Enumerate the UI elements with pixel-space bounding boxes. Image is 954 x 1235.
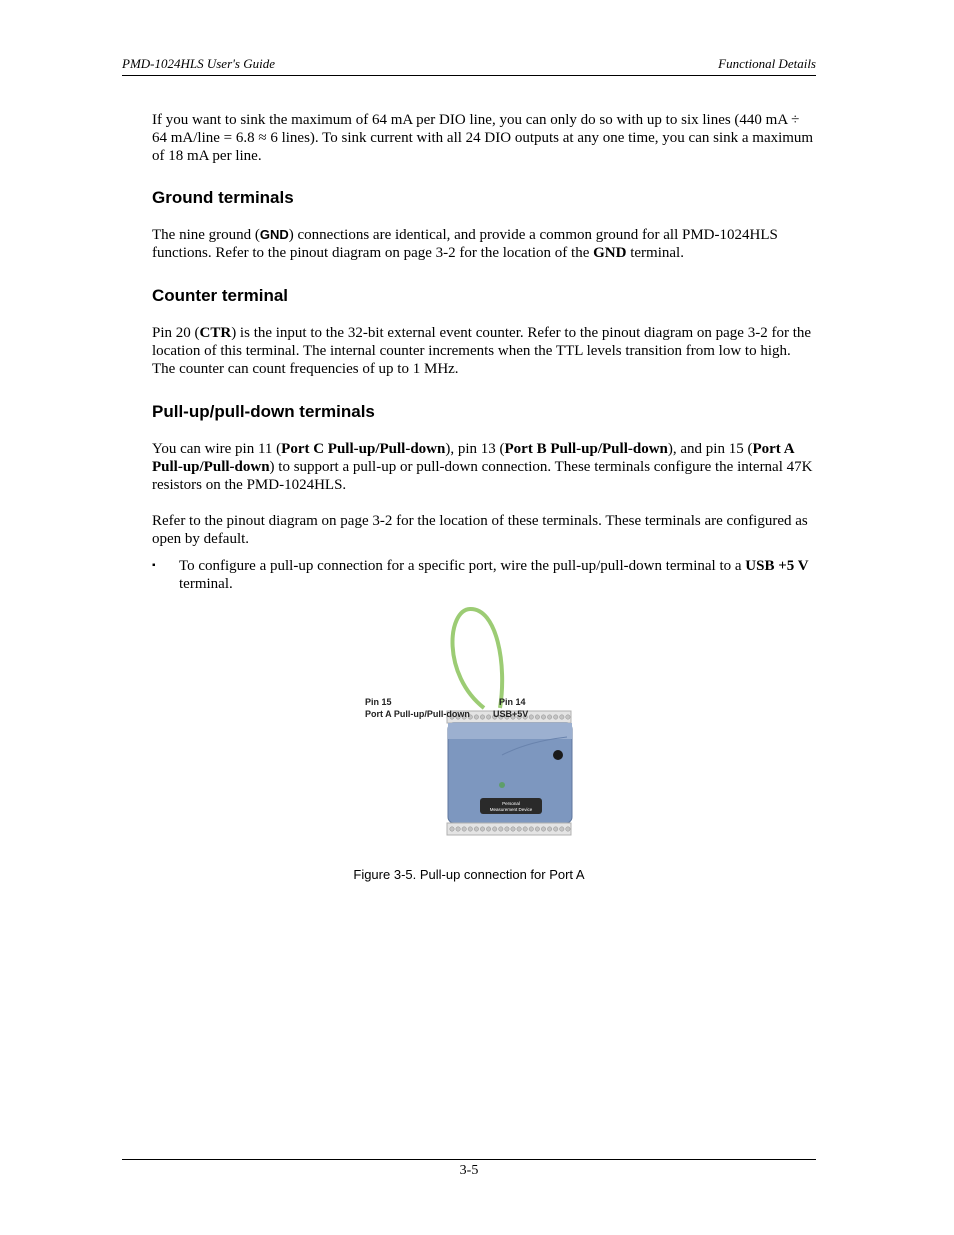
terminal-screw [541,827,545,831]
device-top-edge [448,723,572,739]
terminal-screw [480,827,484,831]
terminal-screw [486,715,490,719]
terminal-screw [468,827,472,831]
header-section: Functional Details [718,56,816,71]
device-illustration [362,605,592,850]
terminal-screw [456,827,460,831]
terminal-screw [560,827,564,831]
terminal-screw [499,827,503,831]
terminal-screw [547,827,551,831]
pullup-paragraph-2: Refer to the pinout diagram on page 3-2 for the location of these terminals. These terminals are configured as open by default. [152,513,808,547]
gnd-label: GND [593,245,627,261]
page-content [152,111,816,593]
pin15-desc: Port A Pull-up/Pull-down [365,709,470,719]
terminal-screw [529,827,533,831]
device-led-icon [553,750,563,760]
terminal-screw [554,827,558,831]
badge-line-1: Personal [502,801,520,806]
terminal-screw [554,715,558,719]
terminal-screw [566,827,570,831]
ground-heading: Ground terminals [152,188,294,207]
intro-paragraph: If you want to sink the maximum of 64 mA per DIO line, you can only do so with up to six lines (440 mA ÷ 64 mA/line = 6.8 ≈ 6 lines). To sink current with all 24 DIO outputs at any one time, you can sink a maximum of 18 mA per line. [152,112,814,164]
status-led-icon [499,782,505,788]
terminal-screw [560,715,564,719]
terminal-screw [535,827,539,831]
badge-line-2: Measurement Device [489,807,533,812]
device-figure [362,605,592,850]
terminal-screw [480,715,484,719]
terminal-screw [523,827,527,831]
terminal-screw [517,827,521,831]
terminal-screw [474,827,478,831]
wire-loop [453,609,503,708]
header-title: PMD-1024HLS User's Guide [122,56,275,71]
terminal-screw [529,715,533,719]
page-header [122,55,816,76]
terminal-screw [535,715,539,719]
terminal-screw [505,827,509,831]
terminal-screw [474,715,478,719]
ctr-label: CTR [199,325,232,341]
bullet-item: ▪ To configure a pull-up connection for a specific port, wire the pull-up/pull-down terminal to a USB +5 V terminal. [152,558,809,592]
bullet-icon: ▪ [152,560,156,571]
pin14-label: Pin 14 [499,697,526,707]
terminal-screw [493,827,497,831]
counter-paragraph: Pin 20 (CTR) is the input to the 32-bit external event counter. Refer to the pinout diagram on page 3-2 for the location of this terminal. The internal counter increments when the TTL levels transition from low to high. The counter can count frequencies of up to 1 MHz. [152,325,812,377]
pin15-label: Pin 15 [365,697,392,707]
gnd-label: GND [259,227,289,242]
page-number: 3-5 [459,1163,479,1178]
figure-caption: Figure 3-5. Pull-up connection for Port A [353,867,585,882]
ground-paragraph: The nine ground (GND) connections are identical, and provide a common ground for all PMD-1024HLS functions. Refer to the pinout diagram on page 3-2 for the location of the GND terminal. [152,227,778,261]
terminal-screw [486,827,490,831]
terminal-screw [450,827,454,831]
pullup-paragraph-1: You can wire pin 11 (Port C Pull-up/Pull-down), pin 13 (Port B Pull-up/Pull-down), and pin 15 (Port A Pull-up/Pull-down) to support a pull-up or pull-down connection. These terminals configure the internal 47K resistors on the PMD-1024HLS. [152,441,813,493]
terminal-screw [541,715,545,719]
pullup-heading: Pull-up/pull-down terminals [152,402,375,421]
terminal-screw [547,715,551,719]
terminal-screw [462,827,466,831]
pin14-desc: USB+5V [493,709,529,719]
terminal-screw [566,715,570,719]
page-footer [122,1159,816,1179]
counter-heading: Counter terminal [152,286,289,305]
terminal-screw [511,827,515,831]
